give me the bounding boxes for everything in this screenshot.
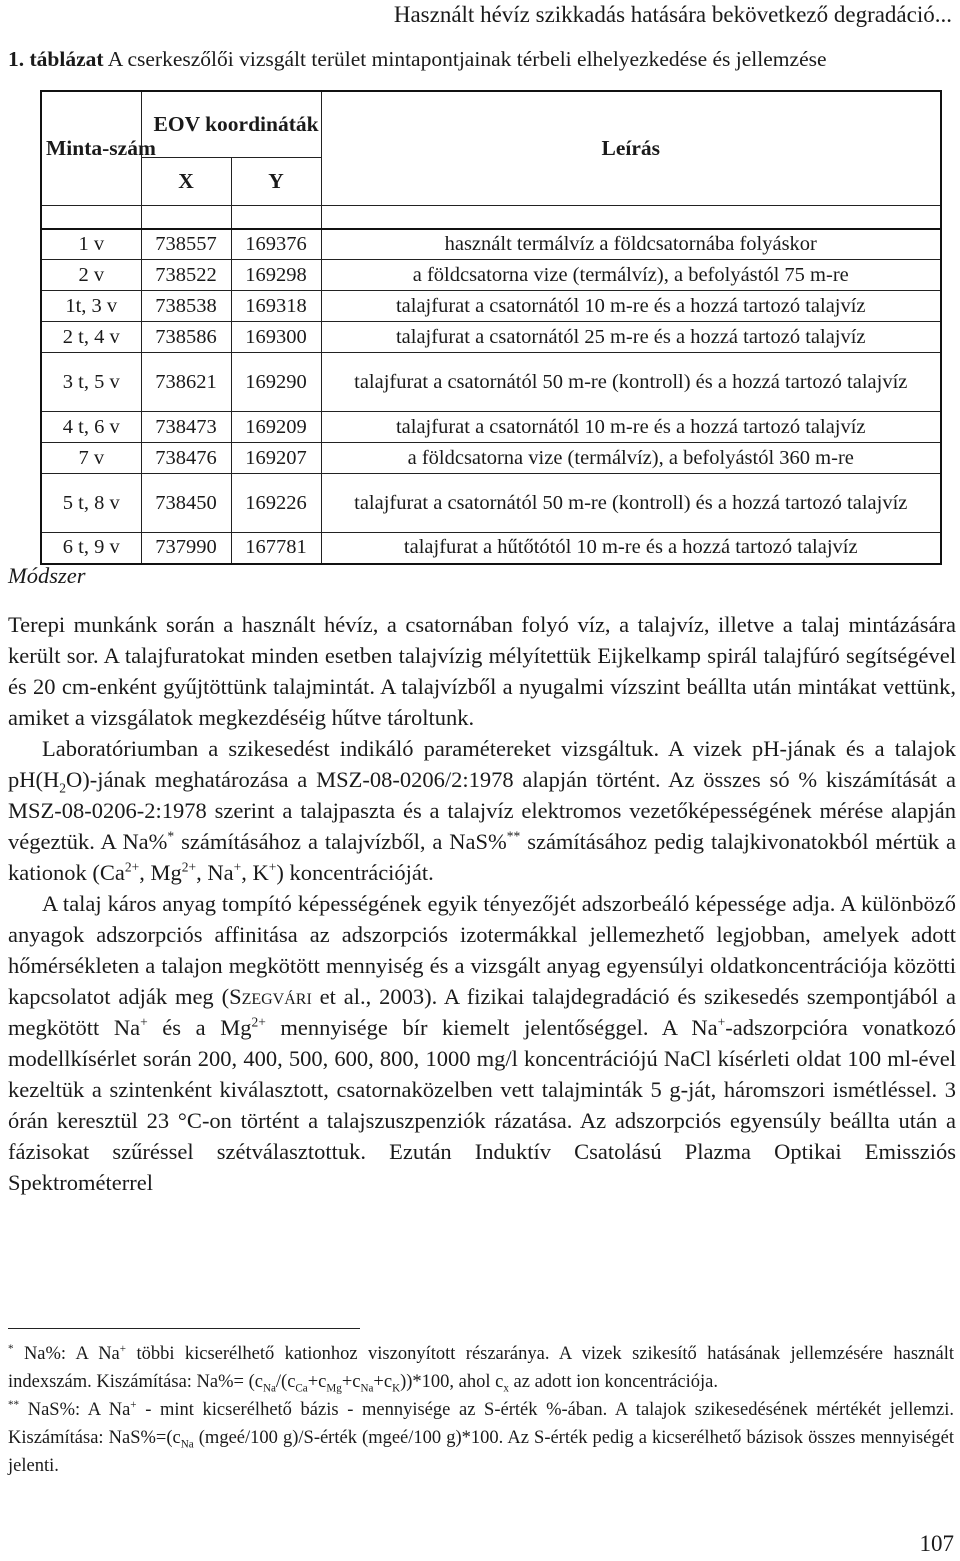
table-row (41, 229, 941, 260)
text-run: et al., 2003). A fizikai talajdegradáció és szikesedés szempontjából a megkötött Na (8, 984, 956, 1040)
footnote-marker: ** (506, 828, 521, 844)
footnotes (8, 1340, 954, 1480)
row-y: 169298 (231, 260, 321, 291)
row-description: használt termálvíz a földcsatornába folyáskor (321, 229, 941, 260)
row-x: 738586 (141, 322, 231, 353)
text-run: az adott ion koncentrációja. (508, 1372, 718, 1392)
text-run: többi kicserélhető kationhoz viszonyított részaránya. A vizek szikesítő hatásának jellemzésére használt indexszám. Kiszámítása: Na%= (c (8, 1344, 955, 1392)
footnote-marker: ** (8, 1398, 20, 1411)
row-y: 169209 (231, 412, 321, 443)
citation-author: Szegvári (229, 984, 312, 1009)
text-run: , K (241, 860, 269, 885)
row-x: 738621 (141, 353, 231, 412)
footnote-divider (8, 1328, 360, 1329)
row-id: 4 t, 6 v (41, 412, 141, 443)
table-caption (8, 45, 956, 73)
superscript: + (268, 859, 277, 875)
row-y: 167781 (231, 533, 321, 564)
subscript: Mg (326, 1382, 342, 1395)
row-id: 2 v (41, 260, 141, 291)
superscript: 2+ (251, 1014, 266, 1030)
text-run: - mint kicserélhető bázis - mennyisége az S-érték %-ában. A talajok szikesedésének mértékét jellemzi. Kiszámítása: NaS%=(c (8, 1400, 954, 1448)
row-x: 738522 (141, 260, 231, 291)
row-id: 1 v (41, 229, 141, 260)
row-id: 6 t, 9 v (41, 533, 141, 564)
row-y: 169318 (231, 291, 321, 322)
table-row (41, 291, 941, 322)
paragraph-2 (8, 733, 956, 888)
paragraph-1: Terepi munkánk során a használt hévíz, a csatornában folyó víz, a talajvíz, illetve a talaj mintázására került sor. A talajfuratokat minden esetben talajvízig mélyítettük Eijkelkamp spirál talajfúró segítségével és 20 cm-enként gyűjtöttünk talajmintát. A talajvízből a nyugalmi vízszint beállta után mintákat vettünk, amiket a vizsgálatok megkezdéséig hűtve tároltunk. (8, 612, 956, 730)
text-run: -adszorpcióra vonatkozó modellkísérlet során 200, 400, 500, 600, 800, 1000 mg/l koncentrációjú NaCl kísérleti oldat 100 ml-ével kezeltük a szintenként kiválasztott, csatornaközelben vett talajminták 5 g-ját, háromszori ismétléssel. 3 órán keresztül 23 °C-on történt a talajszuszpenziók rázatása. Az adszorpciós egyensúly beállta után a fázisokat szűréssel szétválasztottuk. Ezután Induktív Csatolású Plazma Optikai Emissziós Spektrométerrel (8, 1015, 956, 1195)
subscript: Na (262, 1382, 276, 1395)
subscript: x (503, 1382, 509, 1395)
footnote-2 (8, 1396, 954, 1480)
page-number: 107 (919, 1531, 954, 1556)
header-description: Leírás (321, 91, 941, 205)
row-description: talajfurat a csatornától 10 m-re és a hozzá tartozó talajvíz (321, 412, 941, 443)
row-x: 738476 (141, 443, 231, 474)
row-x: 738473 (141, 412, 231, 443)
superscript: 2+ (124, 859, 140, 875)
row-description: talajfurat a csatornától 10 m-re és a hozzá tartozó talajvíz (321, 291, 941, 322)
table-caption-label: 1. táblázat (8, 47, 104, 71)
header-x: X (141, 157, 231, 205)
row-description: talajfurat a csatornától 50 m-re (kontroll) és a hozzá tartozó talajvíz (321, 474, 941, 533)
superscript: + (130, 1398, 137, 1411)
table-caption-text: A cserkeszőlői vizsgált terület mintapontjainak térbeli elhelyezkedése és jellemzése (107, 47, 827, 71)
text-run: és a Mg (147, 1015, 252, 1040)
text-run: NaS%: A Na (19, 1400, 131, 1420)
footnote-marker: * (8, 1342, 14, 1355)
row-y: 169290 (231, 353, 321, 412)
header-eov-label: EOV koordináták (153, 111, 319, 136)
sample-points-table (40, 90, 942, 565)
row-description: a földcsatorna vize (termálvíz), a befolyástól 360 m-re (321, 443, 941, 474)
running-header: Használt hévíz szikkadás hatására bekövetkező degradáció... (393, 2, 952, 27)
row-id: 7 v (41, 443, 141, 474)
text-run: , Na (196, 860, 234, 885)
row-y: 169376 (231, 229, 321, 260)
text-run: +c (307, 1372, 327, 1392)
text-run: Laboratóriumban a szikesedést indikáló paramétereket vizsgáltuk. A vizek pH-jának és a talajok pH(H (8, 736, 956, 792)
text-run: /(c (275, 1372, 296, 1392)
footnote-1 (8, 1340, 954, 1396)
table-row (41, 474, 941, 533)
text-run: számításához pedig talajkivonatokból mértük a kationok (Ca (8, 829, 956, 885)
text-run: , Mg (139, 860, 182, 885)
superscript: + (717, 1014, 726, 1030)
header-eov (141, 91, 321, 157)
superscript: + (233, 859, 242, 875)
row-description: a földcsatorna vize (termálvíz), a befolyástól 75 m-re (321, 260, 941, 291)
row-id: 5 t, 8 v (41, 474, 141, 533)
table-row (41, 533, 941, 564)
text-run: (mgeé/100 g)/S-érték (mgeé/100 g)*100. Az S-érték pedig a kicserélhető bázisok összes mennyiségét jelenti. (8, 1428, 954, 1476)
subscript: Ca (295, 1382, 308, 1395)
text-run: számításához a talajvízből, a NaS% (174, 829, 507, 854)
row-x: 738557 (141, 229, 231, 260)
table-row (41, 412, 941, 443)
row-description: talajfurat a csatornától 50 m-re (kontroll) és a hozzá tartozó talajvíz (321, 353, 941, 412)
table-row (41, 260, 941, 291)
row-description: talajfurat a hűtőtótól 10 m-re és a hozzá tartozó talajvíz (321, 533, 941, 564)
header-sample-number (41, 91, 156, 205)
row-id: 1t, 3 v (41, 291, 141, 322)
subscript: 2 (59, 780, 66, 796)
header-sample-label: Minta-szám (46, 135, 156, 160)
row-y: 169300 (231, 322, 321, 353)
row-x: 738538 (141, 291, 231, 322)
table-row (41, 443, 941, 474)
text-run: +c (373, 1372, 393, 1392)
text-run: mennyisége bír kiemelt jelentőséggel. A Na (265, 1015, 718, 1040)
text-run: ) koncentrációját. (276, 860, 434, 885)
text-run: ))*100, ahol c (400, 1372, 504, 1392)
header-gap (41, 205, 941, 229)
superscript: + (140, 1014, 148, 1030)
text-run: O)-jának meghatározása a MSZ-08-0206/2:1978 alapján történt. Az összes só % kiszámítását a MSZ-08-0206-2:1978 szerint a talajpaszta és a talajvíz elektromos vezetőképességének mérése alapján végeztük. A Na% (8, 767, 956, 854)
superscript: + (119, 1342, 127, 1355)
body-text (8, 609, 956, 1198)
text-run: Na%: A Na (13, 1344, 120, 1364)
row-y: 169226 (231, 474, 321, 533)
section-heading-method: Módszer (8, 563, 86, 588)
subscript: K (392, 1382, 401, 1395)
table-row (41, 353, 941, 412)
row-id: 3 t, 5 v (41, 353, 141, 412)
row-description: talajfurat a csatornától 25 m-re és a hozzá tartozó talajvíz (321, 322, 941, 353)
superscript: 2+ (181, 859, 197, 875)
subscript: Na (360, 1382, 374, 1395)
row-x: 738450 (141, 474, 231, 533)
subscript: Na (180, 1438, 194, 1451)
text-run: A talaj káros anyag tompító képességének egyik tényezőjét adszorbeáló képessége adja. A különböző anyagok adszorpciós affinitása az adszorpciós izotermákkal jellemezhető legjobban, amelyek adott hőmérsékleten a talajon megkötött mennyiség és a vizsgált anyag egyensúlyi oldatkoncentrációja közötti kapcsolatot adják meg ( (8, 891, 956, 1009)
table-row (41, 322, 941, 353)
footnote-marker: * (167, 828, 175, 844)
text-run: +c (341, 1372, 361, 1392)
paragraph-3 (8, 888, 956, 1198)
row-y: 169207 (231, 443, 321, 474)
header-y: Y (231, 157, 321, 205)
row-x: 737990 (141, 533, 231, 564)
row-id: 2 t, 4 v (41, 322, 141, 353)
